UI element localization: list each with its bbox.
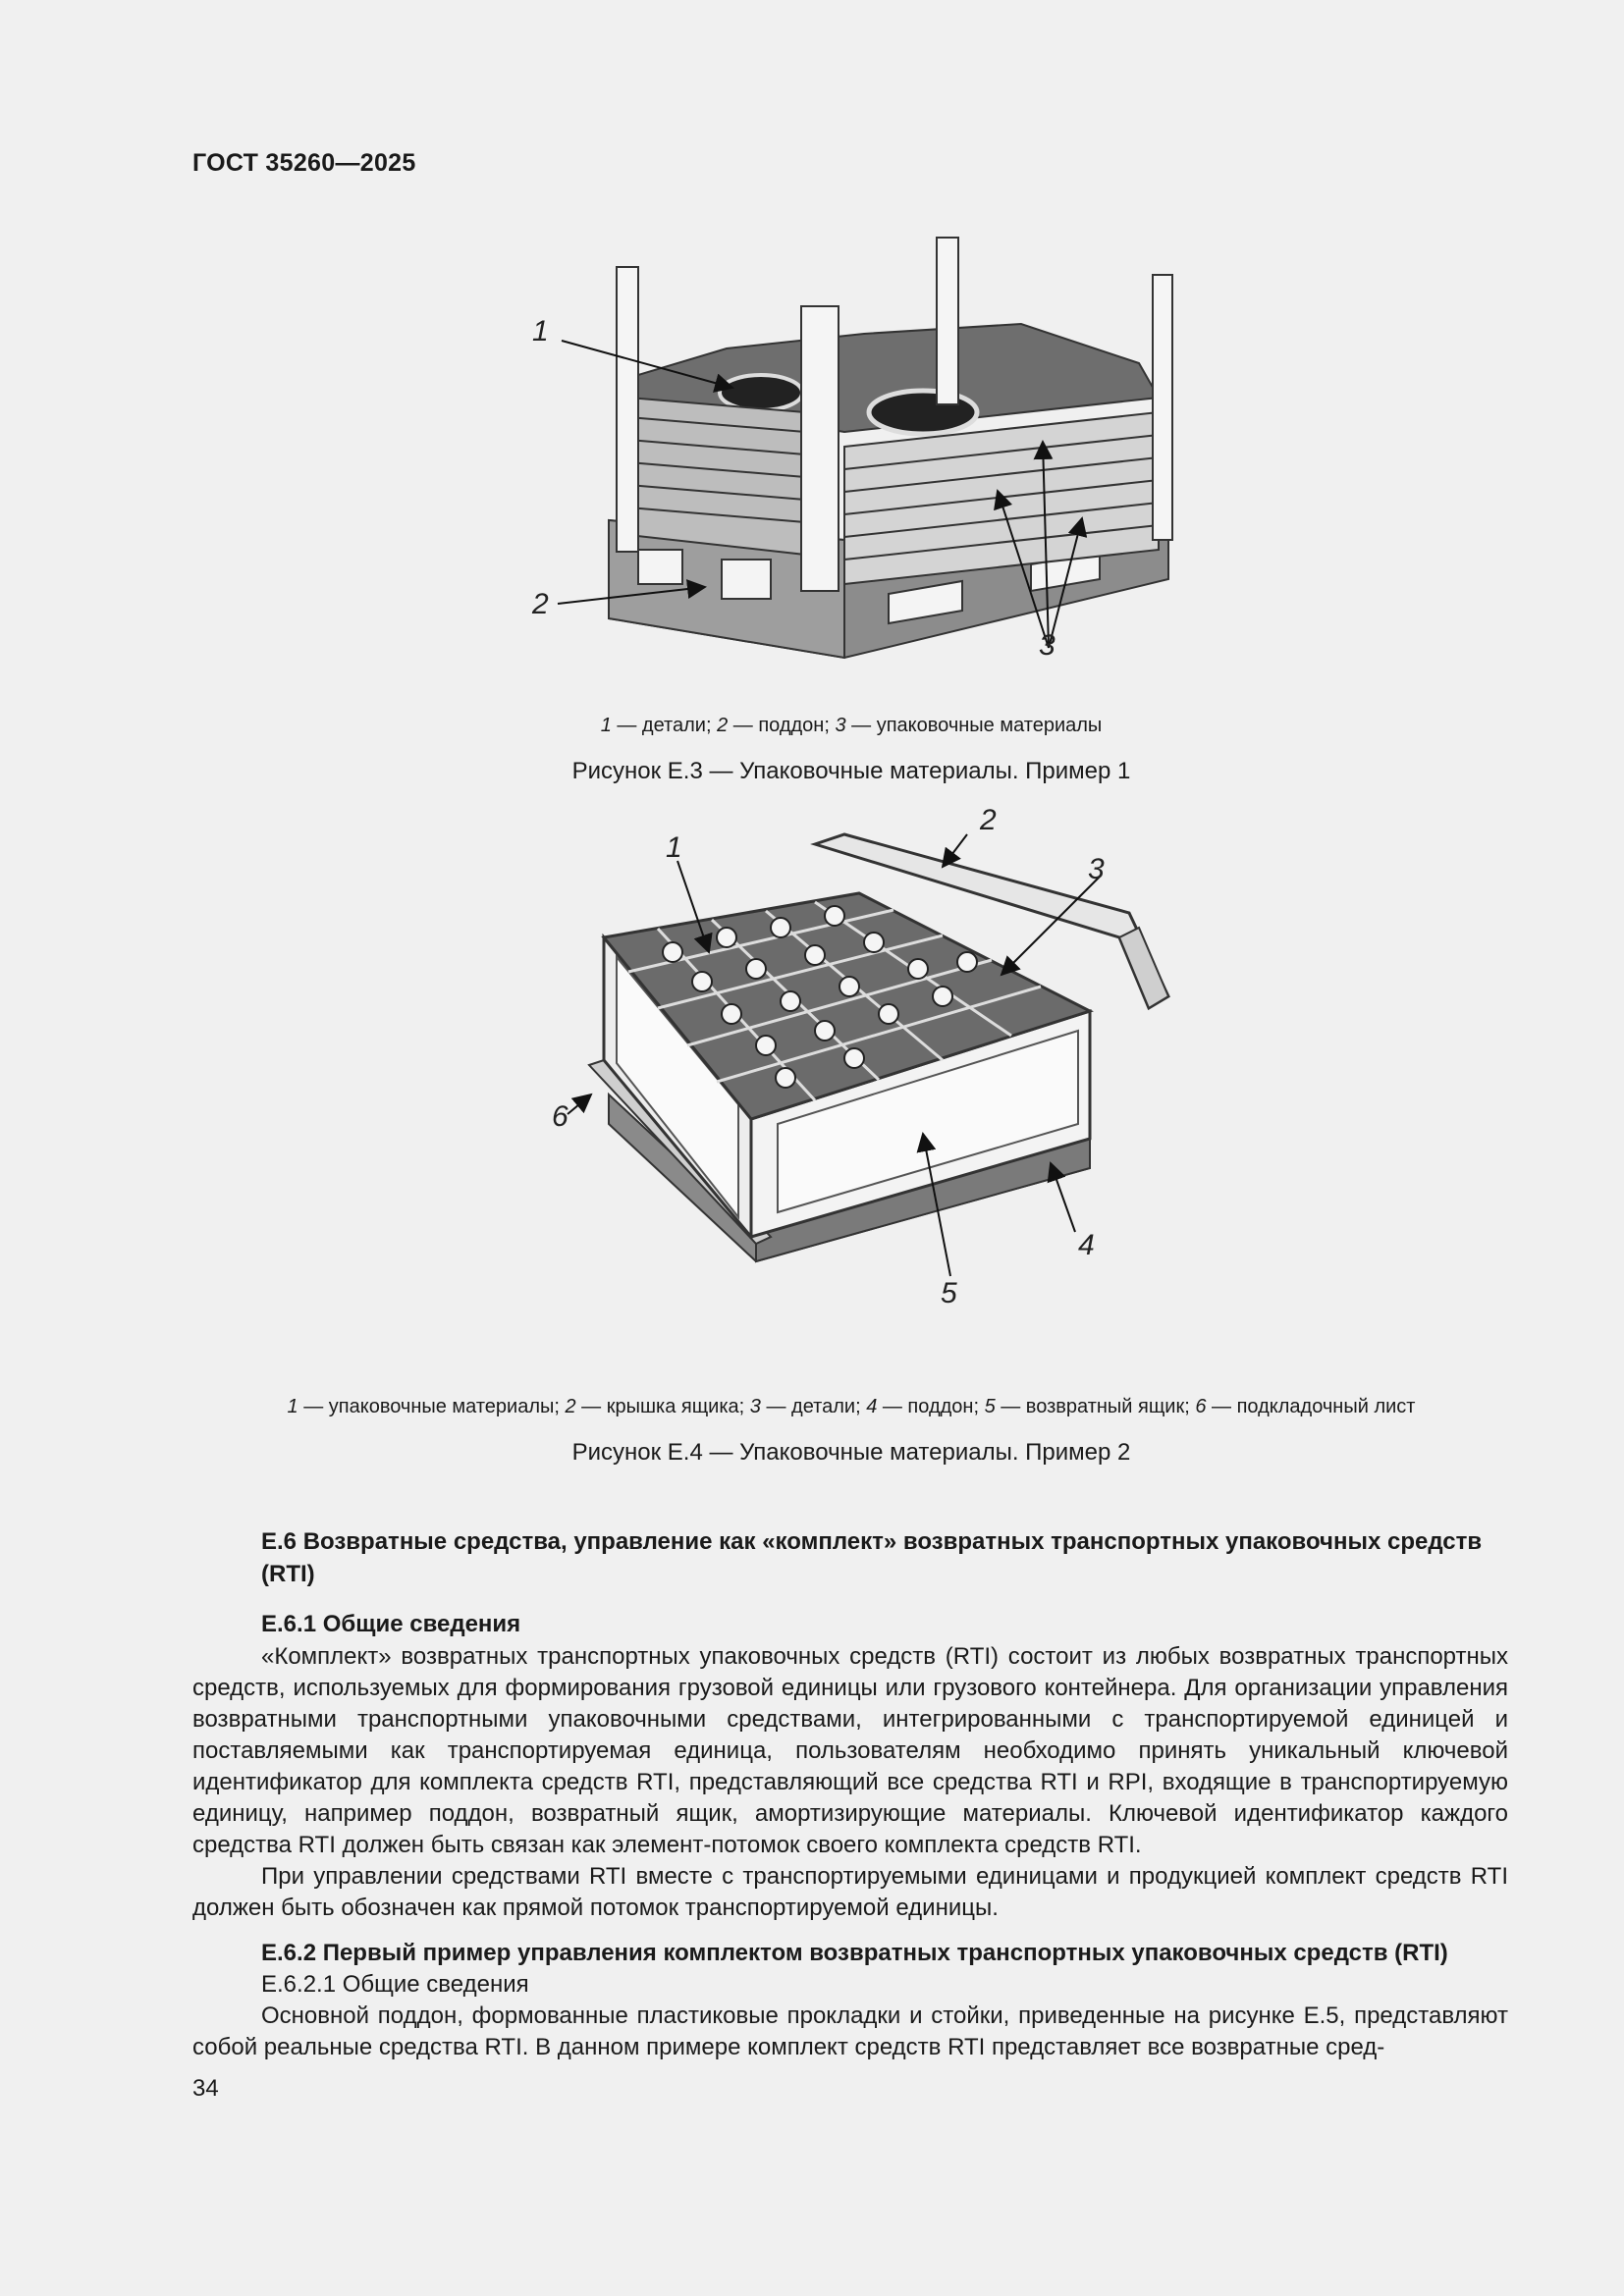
section-e61-heading: Е.6.1 Общие сведения xyxy=(261,1611,521,1637)
figure-e4-legend: 1 — упаковочные материалы; 2 — крышка ящика; 3 — детали; 4 — поддон; 5 — возвратный ящик; 6 — подкладочный лист xyxy=(287,1396,1416,1417)
section-e61-paragraph-2: При управлении средствами RTI вместе с транспортируемыми единицами и продукцией комплект средств RTI должен быть обозначен как прямой потомок транспортируемой единицы. xyxy=(192,1863,1508,1921)
figure-e4-label-5: 5 xyxy=(941,1277,957,1309)
figure-e3-label-2: 2 xyxy=(532,588,549,620)
figure-e4-illustration xyxy=(530,800,1218,1320)
figure-e4-label-2: 2 xyxy=(980,804,997,836)
figure-e4-label-4: 4 xyxy=(1078,1229,1095,1261)
section-e62-paragraph-1: Основной поддон, формованные пластиковые прокладки и стойки, приведенные на рисунке Е.5, представляют собой реальные средства RTI. В данном примере комплект средств RTI представляет все возвратные сред- xyxy=(192,2002,1508,2060)
figure-e4-label-3: 3 xyxy=(1088,853,1105,885)
figure-e3-label-3: 3 xyxy=(1039,629,1056,662)
section-e61-paragraph-1: «Комплект» возвратных транспортных упаковочных средств (RTI) состоит из любых возвратных транспортных средств, используемых для формирования грузовой единицы или грузового контейнера. Для организации управления возвратными транспортными упаковочными средствами, интегрированными с транспортируемой единицей и поставляемыми как транспортируемая единица, пользователям необходимо принять уникальный ключевой идентификатор для комплекта средств RTI, представляющий все средства RTI и RPI, входящие в транспортируемую единицу, например поддон, возвратный ящик, амортизирующие материалы. Ключевой идентификатор каждого средства RTI должен быть связан как элемент-потомок своего комплекта средств RTI. xyxy=(192,1643,1508,1858)
figure-e4-label-6: 6 xyxy=(552,1100,568,1133)
document-code: ГОСТ 35260—2025 xyxy=(192,149,416,177)
section-e62-heading: Е.6.2 Первый пример управления комплектом возвратных транспортных упаковочных средств (RTI) xyxy=(261,1940,1448,1966)
figure-e3-illustration xyxy=(511,226,1198,687)
figure-e3-caption: Рисунок Е.3 — Упаковочные материалы. Пример 1 xyxy=(571,758,1131,784)
page-number: 34 xyxy=(192,2075,219,2102)
figure-e3-label-1: 1 xyxy=(532,315,549,347)
section-e621-heading: Е.6.2.1 Общие сведения xyxy=(261,1971,529,1998)
figure-e4-caption: Рисунок Е.4 — Упаковочные материалы. Пример 2 xyxy=(571,1439,1131,1466)
section-e6-heading: Е.6 Возвратные средства, управление как «комплект» возвратных транспортных упаковочных средств (RTI) xyxy=(261,1528,1483,1587)
figure-e3-legend: 1 — детали; 2 — поддон; 3 — упаковочные материалы xyxy=(600,715,1103,736)
figure-e4-label-1: 1 xyxy=(666,831,682,864)
